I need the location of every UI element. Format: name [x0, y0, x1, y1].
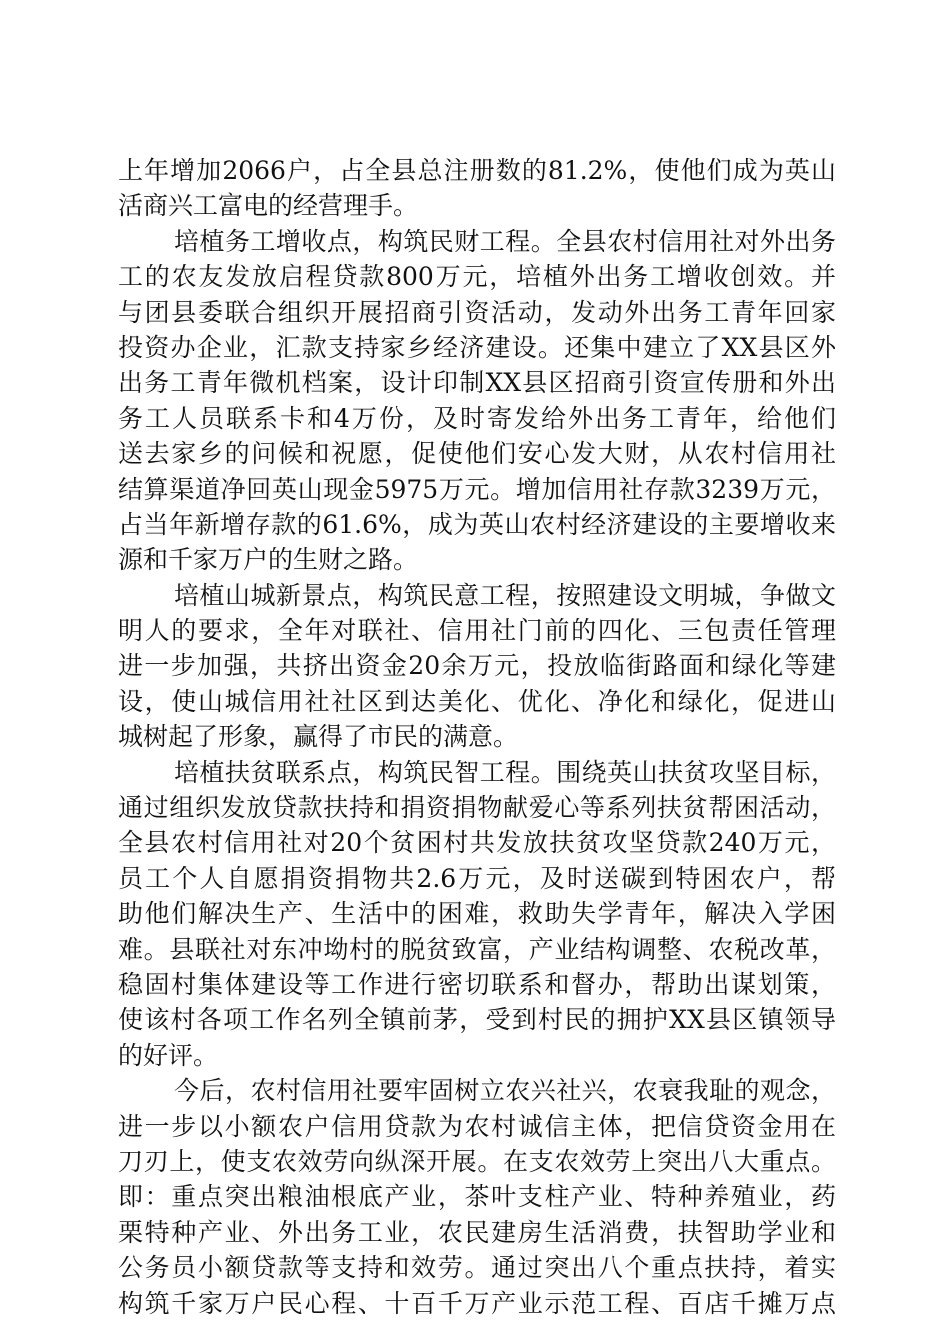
text-line: 工的农友发放启程贷款800万元，培植外出务工增收创效。并 [118, 262, 836, 292]
text-line: 进一步以小额农户信用贷款为农村诚信主体，把信贷资金用在 [118, 1111, 836, 1141]
text-line: 即：重点突出粮油根底产业，茶叶支柱产业、特种养殖业，药 [118, 1182, 836, 1212]
text-line: 今后，农村信用社要牢固树立农兴社兴，农衰我耻的观念， [174, 1076, 836, 1106]
text-line: 构筑千家万户民心程、十百千万产业示范工程、百店千摊万点 [118, 1288, 836, 1318]
text-line: 培植务工增收点，构筑民财工程。全县农村信用社对外出务 [174, 226, 836, 256]
text-line: 出务工青年微机档案，设计印制XX县区招商引资宣传册和外出 [118, 368, 836, 398]
text-line: 明人的要求，全年对联社、信用社门前的四化、三包责任管理 [118, 616, 836, 646]
text-line: 占当年新增存款的61.6%，成为英山农村经济建设的主要增收来 [118, 509, 836, 539]
text-line: 培植山城新景点，构筑民意工程，按照建设文明城，争做文 [174, 580, 836, 610]
document-body [118, 153, 836, 1321]
text-line: 公务员小额贷款等支持和效劳。通过突出八个重点扶持，着实 [118, 1253, 836, 1283]
text-line: 与团县委联合组织开展招商引资活动，发动外出务工青年回家 [118, 297, 836, 327]
text-line: 使该村各项工作名列全镇前茅，受到村民的拥护XX县区镇领导 [118, 1005, 836, 1035]
text-line: 源和千家万户的生财之路。 [118, 545, 419, 575]
text-line: 稳固村集体建设等工作进行密切联系和督办，帮助出谋划策， [118, 969, 836, 999]
text-line: 城树起了形象，赢得了市民的满意。 [118, 722, 519, 752]
text-line: 难。县联社对东冲坳村的脱贫致富，产业结构调整、农税改革， [118, 934, 836, 964]
text-line: 活商兴工富电的经营理手。 [118, 191, 419, 221]
text-line: 结算渠道净回英山现金5975万元。增加信用社存款3239万元， [118, 474, 836, 504]
text-line: 栗特种产业、外出务工业，农民建房生活消费，扶智助学业和 [118, 1217, 836, 1247]
text-line: 上年增加2066户，占全县总注册数的81.2%，使他们成为英山 [118, 156, 836, 185]
text-line: 务工人员联系卡和4万份，及时寄发给外出务工青年，给他们 [118, 403, 836, 433]
text-line: 通过组织发放贷款扶持和捐资捐物献爱心等系列扶贫帮困活动， [118, 793, 836, 823]
text-line: 刀刃上，使支农效劳向纵深开展。在支农效劳上突出八大重点。 [118, 1146, 836, 1176]
text-line: 助他们解决生产、生活中的困难，救助失学青年，解决入学困 [118, 899, 836, 929]
text-line: 的好评。 [118, 1040, 219, 1070]
text-line: 员工个人自愿捐资捐物共2.6万元，及时送碳到特困农户，帮 [118, 863, 836, 893]
text-line: 送去家乡的问候和祝愿，促使他们安心发大财，从农村信用社 [118, 439, 836, 469]
text-line: 进一步加强，共挤出资金20余万元，投放临街路面和绿化等建 [118, 651, 836, 681]
text-line: 投资办企业，汇款支持家乡经济建设。还集中建立了XX县区外 [118, 332, 836, 362]
text-line: 设，使山城信用社社区到达美化、优化、净化和绿化，促进山 [118, 686, 836, 716]
text-line: 培植扶贫联系点，构筑民智工程。围绕英山扶贫攻坚目标， [174, 757, 836, 787]
text-line: 全县农村信用社对20个贫困村共发放扶贫攻坚贷款240万元， [118, 828, 836, 858]
